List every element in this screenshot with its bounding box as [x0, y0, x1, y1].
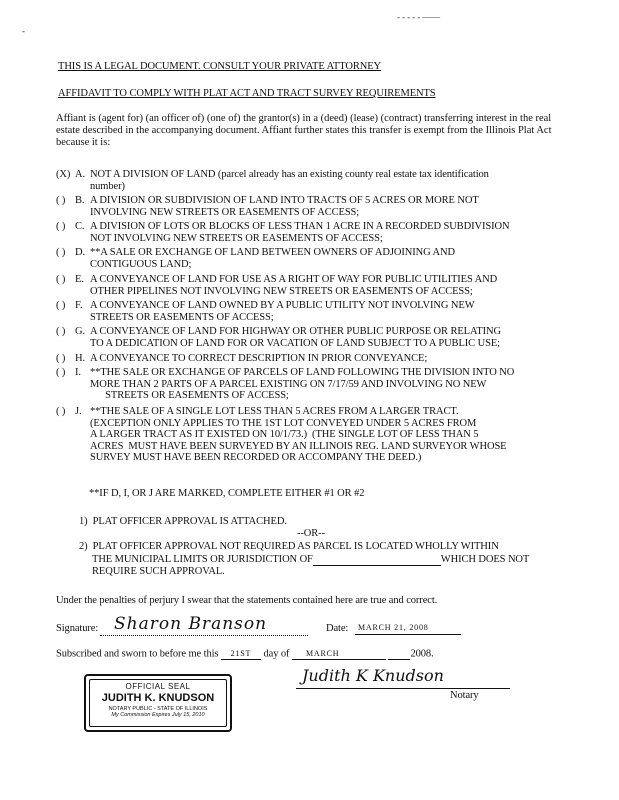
exemption-text-line: A CONVEYANCE OF LAND FOR HIGHWAY OR OTHER PUBLIC PURPOSE OR RELATING	[90, 326, 501, 337]
exemption-item	[56, 169, 556, 192]
exemption-text-line: A DIVISION OF LOTS OR BLOCKS OF LESS THAN 1 ACRE IN A RECORDED SUBDIVISION	[90, 221, 510, 232]
signature-label: Signature:	[56, 623, 99, 634]
exemption-text-line: A CONVEYANCE TO CORRECT DESCRIPTION IN PRIOR CONVEYANCE;	[90, 353, 428, 364]
signature-field[interactable]	[100, 613, 308, 636]
exemption-text-line: **A SALE OR EXCHANGE OF LAND BETWEEN OWNERS OF ADJOINING AND	[90, 247, 455, 258]
corner-dash: -	[22, 26, 25, 36]
footnote: **IF D, I, OR J ARE MARKED, COMPLETE EITHER #1 OR #2	[89, 488, 365, 499]
exemption-text	[90, 353, 556, 365]
exemption-letter: I.	[75, 367, 81, 378]
perjury-statement: Under the penalties of perjury I swear that the statements contained here are true and correct.	[56, 595, 438, 606]
exemption-text-line: OTHER PIPELINES NOT INVOLVING NEW STREETS OR EASEMENTS OF ACCESS;	[90, 285, 473, 297]
exemption-text	[90, 406, 556, 464]
exemption-text-line: A DIVISION OR SUBDIVISION OF LAND INTO TRACTS OF 5 ACRES OR MORE NOT	[90, 195, 479, 206]
exemption-text-line: **THE SALE OF A SINGLE LOT LESS THAN 5 ACRES FROM A LARGER TRACT.	[90, 406, 459, 417]
exemption-text-line: A CONVEYANCE OF LAND OWNED BY A PUBLIC UTILITY NOT INVOLVING NEW	[90, 300, 475, 311]
exemption-text-line: STREETS OR EASEMENTS OF ACCESS;	[90, 390, 289, 402]
exemption-item	[56, 300, 556, 323]
official-seal-stamp	[84, 674, 232, 732]
subscribed-statement	[56, 648, 434, 660]
exemption-letter: A.	[75, 169, 86, 180]
exemption-text	[90, 247, 556, 270]
exemption-item	[56, 367, 556, 402]
date-value: MARCH 21, 2008	[358, 623, 429, 632]
exemption-checkbox[interactable]: ( )	[56, 221, 66, 232]
seal-notary-state: NOTARY PUBLIC - STATE OF ILLINOIS	[108, 706, 208, 712]
exemption-text-line: TO A DEDICATION OF LAND FOR OR VACATION OF LAND SUBJECT TO A PUBLIC USE;	[90, 337, 500, 349]
or-separator: --OR--	[297, 528, 325, 539]
exemption-item	[56, 274, 556, 297]
exemption-letter: G.	[75, 326, 86, 337]
exemption-text	[90, 300, 556, 323]
option-2-line-2	[92, 554, 529, 566]
option-2-line-1: PLAT OFFICER APPROVAL NOT REQUIRED AS PARCEL IS LOCATED WHOLLY WITHIN	[92, 541, 499, 552]
jurisdiction-blank[interactable]	[313, 555, 441, 566]
option-2-jurisdiction-label: THE MUNICIPAL LIMITS OR JURISDICTION OF	[92, 554, 313, 565]
day-value: 21ST	[230, 649, 252, 658]
seal-name: JUDITH K. KNUDSON	[101, 692, 215, 704]
signature-value: Sharon Branson	[114, 614, 268, 634]
exemption-item	[56, 247, 556, 270]
exemption-letter: B.	[75, 195, 85, 206]
exemption-letter: D.	[75, 247, 86, 258]
year-value: 2008.	[410, 648, 434, 660]
exemption-item	[56, 195, 556, 218]
exemption-item	[56, 326, 556, 349]
exemption-text-line: STREETS OR EASEMENTS OF ACCESS;	[90, 311, 274, 323]
intro-paragraph: Affiant is (agent for) (an officer of) (one of) the grantor(s) in a (deed) (lease) (contract) transferring interest in the real estate described in the accompanying document. Affiant further states this transfer is exempt from the Illinois Plat Act because it is:	[56, 113, 552, 148]
exemption-checkbox[interactable]: ( )	[56, 195, 66, 206]
exemption-text-line: **THE SALE OR EXCHANGE OF PARCELS OF LAND FOLLOWING THE DIVISION INTO NO	[90, 367, 515, 378]
month-field[interactable]	[292, 648, 386, 660]
exemption-checkbox[interactable]: ( )	[56, 367, 66, 378]
seal-heading: OFFICIAL SEAL	[125, 682, 191, 691]
exemption-text-line: SURVEY MUST HAVE BEEN RECORDED OR ACCOMPANY THE DEED.)	[90, 452, 422, 464]
option-2-suffix: WHICH DOES NOT	[440, 554, 530, 565]
day-of-label: day of	[263, 648, 290, 660]
exemption-text	[90, 195, 556, 218]
exemption-item	[56, 221, 556, 244]
exemption-text	[90, 326, 556, 349]
affidavit-heading: AFFIDAVIT TO COMPLY WITH PLAT ACT AND TRACT SURVEY REQUIREMENTS	[58, 88, 436, 99]
notary-signature: Judith K Knudson	[302, 666, 444, 685]
date-field[interactable]	[355, 620, 461, 635]
exemption-text	[90, 367, 556, 402]
subscribed-prefix: Subscribed and sworn to before me this	[56, 648, 219, 660]
exemption-text	[90, 274, 556, 297]
corner-marks: - - - - - ——	[397, 12, 441, 22]
exemption-text-line: number)	[90, 180, 125, 192]
option-1-number: 1)	[79, 516, 88, 527]
exemption-text-line: NOT A DIVISION OF LAND (parcel already has an existing county real estate tax identification	[90, 169, 489, 180]
exemption-letter: J.	[75, 406, 82, 417]
exemption-checkbox[interactable]: ( )	[56, 353, 66, 364]
option-1-text: PLAT OFFICER APPROVAL IS ATTACHED.	[92, 516, 287, 527]
exemption-letter: E.	[75, 274, 84, 285]
exemption-text-line: A LARGER TRACT AS IT EXISTED ON 10/1/73.) (THE SINGLE LOT OF LESS THAN 5	[90, 429, 479, 441]
exemption-text-line: NOT INVOLVING NEW STREETS OR EASEMENTS OF ACCESS;	[90, 232, 383, 244]
notary-signature-field[interactable]	[296, 668, 510, 689]
exemption-text-line: ACRES MUST HAVE BEEN SURVEYED BY AN ILLINOIS REG. LAND SURVEYOR WHOSE	[90, 440, 507, 452]
seal-commission: My Commission Expires July 15, 2010	[111, 712, 205, 718]
date-label: Date:	[326, 623, 349, 634]
year-blank[interactable]	[388, 648, 410, 660]
exemption-checkbox[interactable]: ( )	[56, 300, 66, 311]
option-2-line-3: REQUIRE SUCH APPROVAL.	[92, 566, 225, 577]
exemption-checkbox[interactable]: ( )	[56, 326, 66, 337]
exemption-checkbox[interactable]: ( )	[56, 274, 66, 285]
exemption-checkbox[interactable]: (X)	[56, 169, 71, 180]
document-title: THIS IS A LEGAL DOCUMENT. CONSULT YOUR PRIVATE ATTORNEY	[58, 61, 382, 72]
exemption-text	[90, 169, 556, 192]
exemption-letter: C.	[75, 221, 85, 232]
exemption-text-line: CONTIGUOUS LAND;	[90, 258, 192, 270]
option-2	[79, 541, 499, 553]
exemption-letter: H.	[75, 353, 86, 364]
exemption-text	[90, 221, 556, 244]
month-value: MARCH	[305, 649, 340, 658]
option-2-number: 2)	[79, 541, 88, 552]
exemption-item	[56, 406, 556, 464]
exemption-text-line: MORE THAN 2 PARTS OF A PARCEL EXISTING ON 7/17/59 AND INVOLVING NO NEW	[90, 378, 487, 390]
exemption-item	[56, 353, 556, 365]
exemption-checkbox[interactable]: ( )	[56, 406, 66, 417]
exemption-text-line: A CONVEYANCE OF LAND FOR USE AS A RIGHT OF WAY FOR PUBLIC UTILITIES AND	[90, 274, 498, 285]
day-field[interactable]	[221, 648, 261, 660]
exemption-text-line: (EXCEPTION ONLY APPLIES TO THE 1ST LOT CONVEYED UNDER 5 ACRES FROM	[90, 417, 477, 429]
notary-label: Notary	[450, 690, 479, 701]
exemption-checkbox[interactable]: ( )	[56, 247, 66, 258]
exemption-letter: F.	[75, 300, 83, 311]
option-1	[79, 516, 287, 528]
exemption-text-line: INVOLVING NEW STREETS OR EASEMENTS OF ACCESS;	[90, 206, 360, 218]
